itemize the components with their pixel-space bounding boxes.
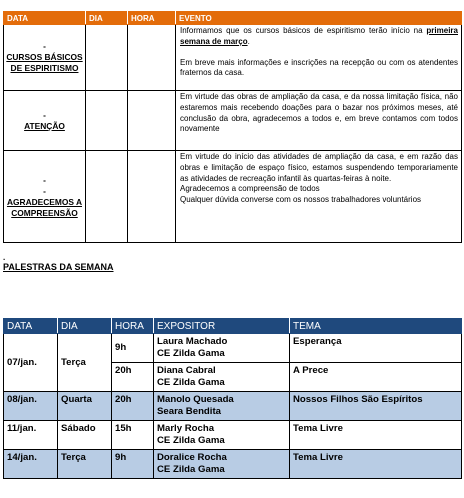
talk-speaker (154, 334, 290, 363)
event-title-cell (4, 25, 86, 91)
event-text: Informamos que os cursos básicos de espiritismo terão início na (180, 26, 427, 35)
talks-header-row (4, 319, 462, 334)
talk-time: 20h (112, 363, 154, 392)
event-hora-cell (128, 151, 176, 243)
talk-date: 14/jan. (4, 450, 58, 479)
table-row (4, 421, 462, 450)
event-row-agradecemos (4, 151, 462, 243)
speaker-center: CE Zilda Gama (157, 435, 225, 446)
speaker-center: CE Zilda Gama (157, 377, 225, 388)
talk-theme: Tema Livre (290, 450, 462, 479)
talk-speaker (154, 392, 290, 421)
event-text-cell (176, 151, 462, 243)
talk-theme: Tema Livre (290, 421, 462, 450)
event-paragraph: Agradecemos a compreensão de todos (180, 184, 320, 194)
bullet-mark: - (43, 41, 46, 51)
talks-header-tema: TEMA (290, 319, 462, 334)
event-title: CURSOS BÁSICOS DE ESPIRITISMO (6, 52, 83, 73)
bullet-mark: - (43, 174, 46, 185)
talk-date: 08/jan. (4, 392, 58, 421)
events-table (3, 11, 462, 243)
talks-header-hora: HORA (112, 319, 154, 334)
talks-header-dia: DIA (58, 319, 112, 334)
talk-time: 20h (112, 392, 154, 421)
event-title-cell (4, 91, 86, 151)
bullet-mark: - (43, 109, 46, 120)
table-row (4, 450, 462, 479)
event-text-cell (176, 25, 462, 91)
section-title: PALESTRAS DA SEMANA (3, 262, 114, 272)
event-hora-cell (128, 91, 176, 151)
talk-day: Sábado (58, 421, 112, 450)
separator-mark: . (3, 253, 6, 262)
events-header-row (4, 12, 462, 25)
talk-theme: Nossos Filhos São Espíritos (290, 392, 462, 421)
talk-day: Terça (58, 334, 112, 392)
speaker-name: Manolo Quesada (157, 394, 234, 405)
speaker-center: Seara Bendita (157, 406, 221, 417)
talk-speaker (154, 363, 290, 392)
talks-table (3, 318, 462, 479)
table-row (4, 392, 462, 421)
talk-date: 07/jan. (4, 334, 58, 392)
talk-speaker (154, 421, 290, 450)
event-title: ATENÇÃO (24, 120, 65, 131)
speaker-name: Marly Rocha (157, 423, 215, 434)
table-row (4, 334, 462, 363)
talk-day: Quarta (58, 392, 112, 421)
event-row-atencao (4, 91, 462, 151)
bullet-mark: - (43, 185, 46, 196)
talk-time: 9h (112, 450, 154, 479)
event-text-cell (176, 91, 462, 151)
speaker-center: CE Zilda Gama (157, 348, 225, 359)
events-header-evento: EVENTO (176, 12, 462, 25)
speaker-name: Laura Machado (157, 336, 228, 347)
event-text: . (247, 36, 250, 46)
event-highlight: primeira semana de março (180, 26, 458, 46)
talks-header-expositor: EXPOSITOR (154, 319, 290, 334)
speaker-center: CE Zilda Gama (157, 464, 225, 475)
talk-date: 11/jan. (4, 421, 58, 450)
event-paragraph: Qualquer dúvida converse com os nossos trabalhadores voluntários (180, 195, 422, 205)
speaker-name: Doralice Rocha (157, 452, 227, 463)
event-title: AGRADECEMOS A COMPREENSÃO (6, 196, 83, 218)
talk-speaker (154, 450, 290, 479)
events-header-dia: DIA (86, 12, 128, 25)
event-dia-cell (86, 91, 128, 151)
event-dia-cell (86, 151, 128, 243)
event-paragraph (180, 26, 458, 48)
event-paragraph: Em virtude das obras de ampliação da casa, e da nossa limitação física, não estaremos mais recebendo doações para o bazar nos próximos meses, até conclusão da obra, agradecemos a todos e, em breve contamos com todos novamente (180, 92, 458, 134)
talk-theme: Esperança (290, 334, 462, 363)
event-paragraph: Em virtude do início das atividades de ampliação da casa, e em razão das obras e limitação de espaço físico, estamos suspendendo temporariamente as atividades de recreação infantil às quartas-feiras à noite. (180, 152, 458, 183)
talk-time: 9h (112, 334, 154, 363)
event-paragraph: Em breve mais informações e inscrições na recepção ou com os atendentes fraternos da casa. (180, 57, 458, 78)
talk-time: 15h (112, 421, 154, 450)
events-header-hora: HORA (128, 12, 176, 25)
talks-header-data: DATA (4, 319, 58, 334)
event-row-cursos (4, 25, 462, 91)
talk-day: Terça (58, 450, 112, 479)
talk-theme: A Prece (290, 363, 462, 392)
event-hora-cell (128, 25, 176, 91)
event-title-cell (4, 151, 86, 243)
event-dia-cell (86, 25, 128, 91)
speaker-name: Diana Cabral (157, 365, 216, 376)
events-header-data: DATA (4, 12, 86, 25)
